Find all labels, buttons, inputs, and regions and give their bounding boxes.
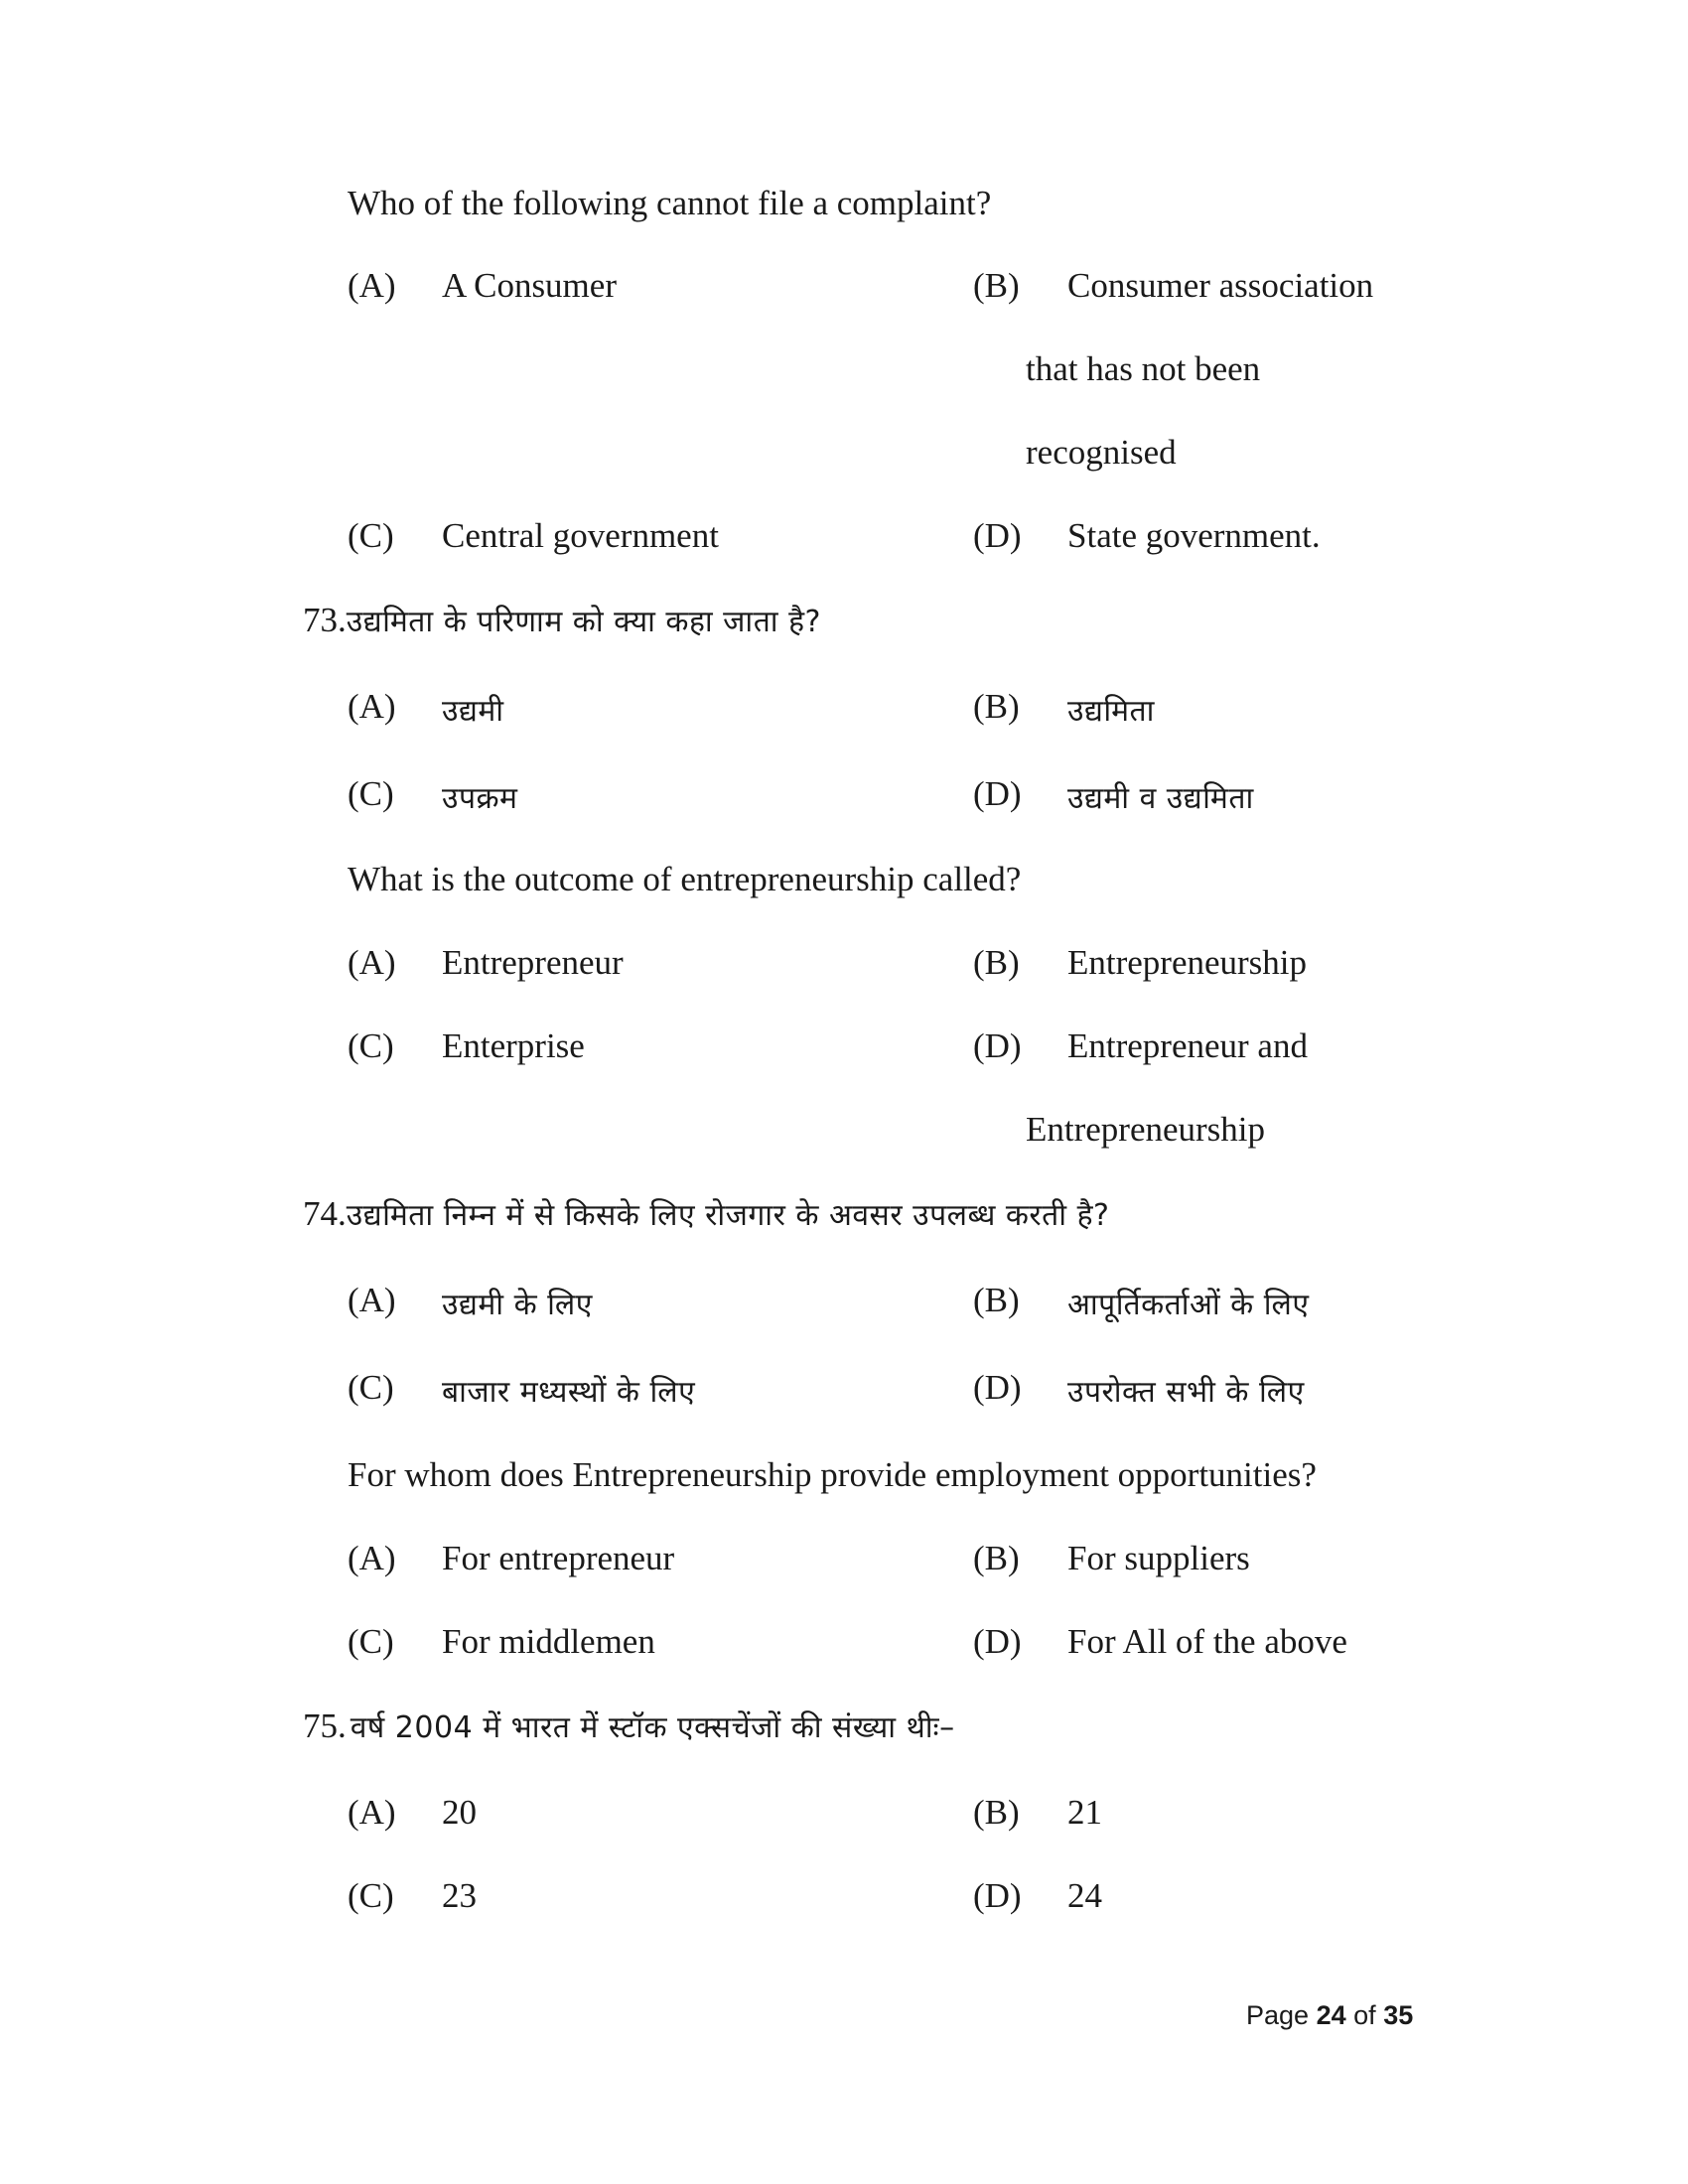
- option-text-d-continued: Entrepreneurship: [1026, 1110, 1266, 1149]
- option-label-b: (B): [973, 687, 1020, 726]
- question-72-english: Who of the following cannot file a complaint?: [348, 184, 992, 222]
- option-text-d: For All of the above: [1067, 1622, 1347, 1661]
- option-label-d: (D): [973, 1368, 1022, 1407]
- option-label-a: (A): [348, 1793, 396, 1832]
- option-text-b: For suppliers: [1067, 1539, 1250, 1577]
- option-label-b: (B): [973, 1793, 1020, 1832]
- option-text-b-continued: that has not been: [1026, 349, 1261, 388]
- option-text-a: उद्यमी के लिए: [442, 1288, 593, 1322]
- option-label-c: (C): [348, 1876, 394, 1915]
- option-text-b: Consumer association: [1067, 266, 1374, 305]
- option-text-c: बाजार मध्यस्थों के लिए: [442, 1375, 696, 1410]
- option-text-b-continued-2: recognised: [1026, 433, 1177, 472]
- of-word: of: [1353, 2000, 1376, 2030]
- question-73-hindi: [303, 600, 821, 640]
- option-text-b: 21: [1067, 1793, 1102, 1832]
- option-text-b: Entrepreneurship: [1067, 943, 1308, 982]
- option-text-d: Entrepreneur and: [1067, 1026, 1308, 1065]
- current-page-number: 24: [1316, 2000, 1346, 2030]
- option-text-c: 23: [442, 1876, 477, 1915]
- option-label-a: (A): [348, 1539, 396, 1577]
- question-number: 75.: [303, 1706, 347, 1745]
- option-label-d: (D): [973, 1622, 1022, 1661]
- option-text-a: A Consumer: [442, 266, 617, 305]
- option-text-d: उद्यमी व उद्यमिता: [1067, 781, 1254, 816]
- option-label-c: (C): [348, 1622, 394, 1661]
- question-73-english: What is the outcome of entrepreneurship called?: [348, 860, 1022, 898]
- question-text: उद्यमिता के परिणाम को क्या कहा जाता है?: [346, 605, 821, 639]
- option-label-c: (C): [348, 1026, 394, 1065]
- option-text-a: Entrepreneur: [442, 943, 624, 982]
- option-label-d: (D): [973, 774, 1022, 813]
- option-label-c: (C): [348, 1368, 394, 1407]
- option-text-b: उद्यमिता: [1067, 694, 1155, 729]
- option-label-a: (A): [348, 266, 396, 305]
- question-74-english: For whom does Entrepreneurship provide employment opportunities?: [348, 1455, 1317, 1494]
- option-text-a: For entrepreneur: [442, 1539, 675, 1577]
- option-label-c: (C): [348, 774, 394, 813]
- option-label-d: (D): [973, 1026, 1022, 1065]
- option-label-d: (D): [973, 1876, 1022, 1915]
- option-text-d: 24: [1067, 1876, 1102, 1915]
- page-word: Page: [1246, 2000, 1310, 2030]
- option-text-c: For middlemen: [442, 1622, 655, 1661]
- option-text-b: आपूर्तिकर्ताओं के लिए: [1067, 1288, 1310, 1322]
- option-text-a: उद्यमी: [442, 694, 504, 729]
- question-text: उद्यमिता निम्न में से किसके लिए रोजगार के अवसर उपलब्ध करती है?: [346, 1198, 1110, 1233]
- option-label-d: (D): [973, 516, 1022, 555]
- option-text-c: Enterprise: [442, 1026, 585, 1065]
- option-label-a: (A): [348, 943, 396, 982]
- option-label-b: (B): [973, 943, 1020, 982]
- question-75-hindi: [303, 1706, 955, 1746]
- option-text-d: उपरोक्त सभी के लिए: [1067, 1375, 1305, 1410]
- option-text-c: Central government: [442, 516, 719, 555]
- question-number: 74.: [303, 1194, 347, 1233]
- question-74-hindi: [303, 1193, 1109, 1234]
- option-text-d: State government.: [1067, 516, 1321, 555]
- option-label-a: (A): [348, 687, 396, 726]
- option-text-a: 20: [442, 1793, 477, 1832]
- option-label-b: (B): [973, 1281, 1020, 1319]
- option-label-b: (B): [973, 266, 1020, 305]
- option-text-c: उपक्रम: [442, 781, 518, 816]
- page-number-footer: [1246, 2000, 1413, 2031]
- option-label-b: (B): [973, 1539, 1020, 1577]
- question-text: वर्ष 2004 में भारत में स्टॉक एक्सचेंजों की संख्या थीः–: [350, 1710, 955, 1745]
- total-pages: 35: [1383, 2000, 1414, 2030]
- question-number: 73.: [303, 601, 347, 639]
- option-label-c: (C): [348, 516, 394, 555]
- option-label-a: (A): [348, 1281, 396, 1319]
